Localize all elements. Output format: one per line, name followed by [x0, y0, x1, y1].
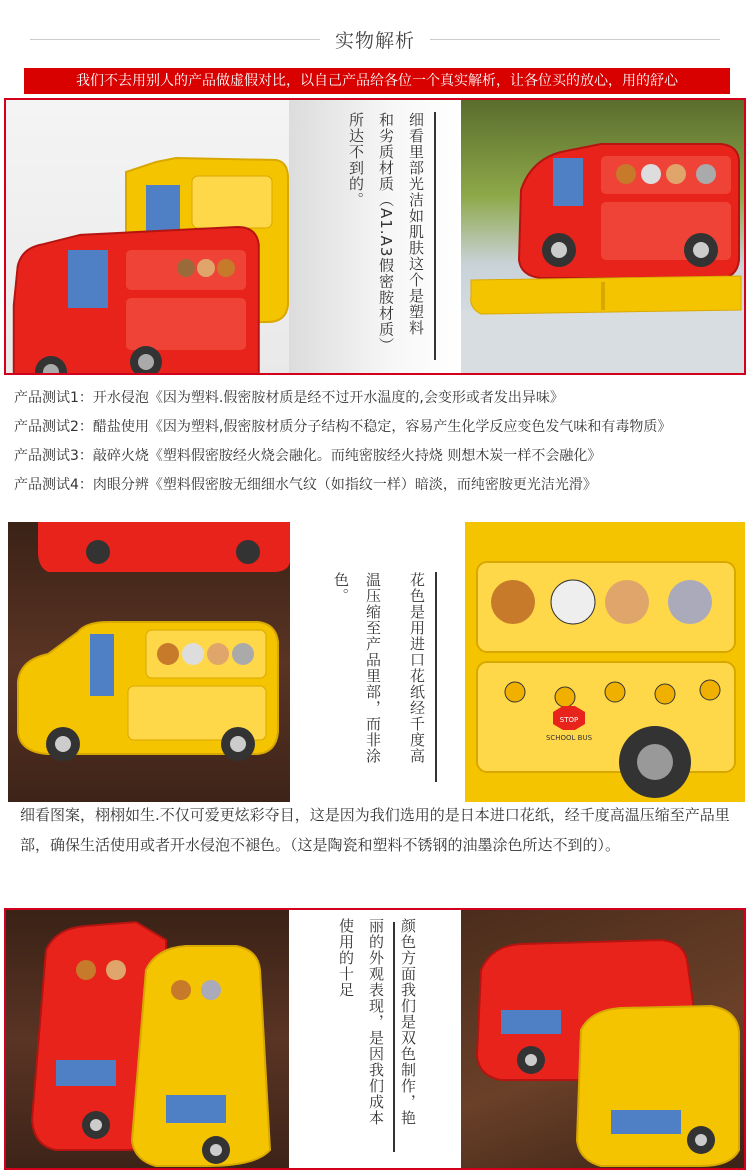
- section3-photo-left: [6, 910, 289, 1168]
- test-text: 醋盐使用《因为塑料,假密胺材质分子结构不稳定，容易产生化学反应变色发气味和有毒物质》: [92, 419, 672, 435]
- divider-line: [435, 572, 437, 782]
- section2-text-col2: 温压缩至产品里部，而非涂: [364, 572, 382, 764]
- test-label: 产品测试1：: [14, 390, 93, 406]
- product-tests-list: [14, 384, 744, 500]
- test-text: 肉眼分辨《塑料假密胺无细细水气纹（如指纹一样）暗淡，而纯密胺更光洁光滑》: [92, 477, 597, 493]
- section1-text-col2: 和劣质材质（A1.A3假密胺材质）: [377, 112, 395, 354]
- section1-photo-left: [6, 100, 289, 373]
- divider-line: [434, 112, 436, 360]
- test-text: 开水侵泡《因为塑料.假密胺材质是经不过开水温度的,会变形或者发出异味》: [92, 390, 564, 406]
- divider-line: [393, 922, 395, 1152]
- elephant-icon: [668, 580, 712, 624]
- zebra-icon: [551, 580, 595, 624]
- section3-text-panel: [289, 910, 461, 1168]
- section2-text-col1: 花色是用进口花纸经千度高: [408, 572, 426, 764]
- giraffe-icon: [605, 580, 649, 624]
- section1-text-panel: [289, 100, 461, 373]
- test-item: [14, 413, 744, 442]
- section1-frame: [4, 98, 746, 375]
- intro-banner: 我们不去用别人的产品做虚假对比，以自己产品给各位一个真实解析，让各位买的放心，用的舒心: [24, 68, 730, 94]
- stop-text: STOP: [559, 716, 579, 724]
- test-item: [14, 384, 744, 413]
- pattern-description: 细看图案，栩栩如生.不仅可爱更炫彩夺目，这是因为我们选用的是日本进口花纸，经千度高温压缩至产品里部，确保生活使用或者开水侵泡不褪色。（这是陶瓷和塑料不锈钢的油墨涂色所达不到的）。: [20, 806, 730, 854]
- section2-photo-left: [8, 522, 290, 802]
- yellow-bus-on-table-illustration: [8, 522, 290, 802]
- page-title: 实物解析: [334, 30, 415, 52]
- section2-text-panel: [290, 522, 462, 802]
- section3-text-col1: 颜色方面我们是双色制作，艳: [399, 918, 417, 1126]
- section3-photo-right: [461, 910, 744, 1168]
- title-rule-right: [430, 39, 720, 40]
- test-item: [14, 442, 744, 471]
- school-bus-text: SCHOOL BUS: [545, 734, 593, 742]
- test-item: [14, 471, 744, 500]
- section3-text-col2: 丽的外观表现，是因我们成本: [367, 918, 385, 1126]
- section1-photo-right: [461, 100, 744, 373]
- red-bus-plate-illustration: [461, 100, 744, 373]
- test-label: 产品测试4：: [14, 477, 93, 493]
- lion-icon: [491, 580, 535, 624]
- section3-text-col3: 使用的十足: [337, 918, 355, 998]
- two-bus-plates-angle-illustration: [461, 910, 744, 1168]
- title-rule-left: [30, 39, 320, 40]
- bus-plates-illustration: [6, 100, 289, 373]
- test-text: 敲碎火烧《塑料假密胺经火烧会融化。而纯密胺经火持烧 则想木炭一样不会融化》: [92, 448, 602, 464]
- test-label: 产品测试2：: [14, 419, 93, 435]
- bus-closeup-illustration: [465, 522, 745, 802]
- test-label: 产品测试3：: [14, 448, 93, 464]
- section1-text-col1: 细看里部光洁如肌肤这个是塑料: [407, 112, 425, 336]
- section2-photo-right: [465, 522, 745, 802]
- section1-text-col3: 所达不到的。: [347, 112, 365, 208]
- section2-text-col3: 色。: [332, 572, 350, 604]
- two-bus-plates-illustration: [6, 910, 289, 1168]
- section3-frame: [4, 908, 746, 1170]
